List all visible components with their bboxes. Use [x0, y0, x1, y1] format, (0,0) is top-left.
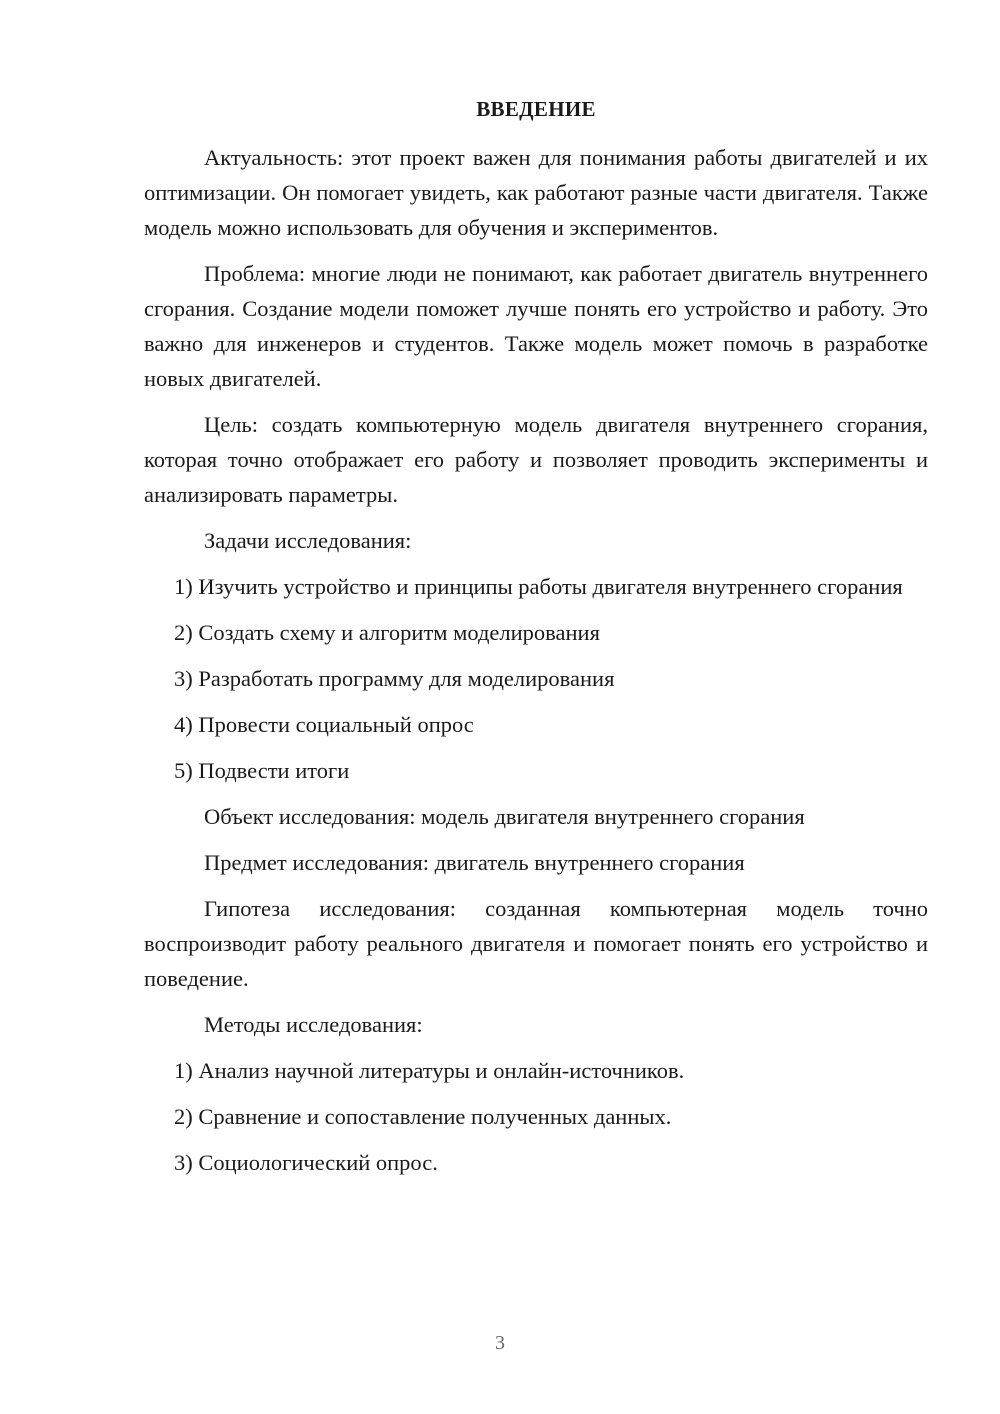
goal-paragraph: Цель: создать компьютерную модель двигателя внутреннего сгорания, которая точно отображает его работу и позволяет проводить эксперименты и анализировать параметры. [144, 412, 928, 507]
section-title: ВВЕДЕНИЕ [476, 97, 596, 121]
task-item: 5) Подвести итоги [174, 758, 350, 783]
hypothesis-paragraph: Гипотеза исследования: созданная компьютерная модель точно воспроизводит работу реального двигателя и помогает понять его устройство и поведение. [144, 896, 928, 991]
methods-heading: Методы исследования: [204, 1012, 423, 1037]
task-item: 1) Изучить устройство и принципы работы двигателя внутреннего сгорания [174, 574, 903, 599]
task-item: 2) Создать схему и алгоритм моделирования [174, 620, 600, 645]
object-paragraph: Объект исследования: модель двигателя внутреннего сгорания [204, 804, 805, 829]
subject-paragraph: Предмет исследования: двигатель внутреннего сгорания [204, 850, 745, 875]
method-item: 1) Анализ научной литературы и онлайн-источников. [174, 1058, 685, 1083]
method-item: 2) Сравнение и сопоставление полученных данных. [174, 1104, 672, 1129]
method-item: 3) Социологический опрос. [174, 1150, 438, 1175]
tasks-heading: Задачи исследования: [204, 528, 412, 553]
page-body [144, 92, 928, 1191]
page-number: 3 [495, 1332, 505, 1354]
problem-paragraph: Проблема: многие люди не понимают, как работает двигатель внутреннего сгорания. Создание модели поможет лучше понять его устройство и работу. Это важно для инженеров и студентов. Также модель может помочь в разработке новых двигателей. [144, 261, 928, 391]
relevance-paragraph: Актуальность: этот проект важен для понимания работы двигателей и их оптимизации. Он помогает увидеть, как работают разные части двигателя. Также модель можно использовать для обучения и экспериментов. [144, 145, 928, 240]
task-item: 3) Разработать программу для моделирования [174, 666, 615, 691]
task-item: 4) Провести социальный опрос [174, 712, 474, 737]
